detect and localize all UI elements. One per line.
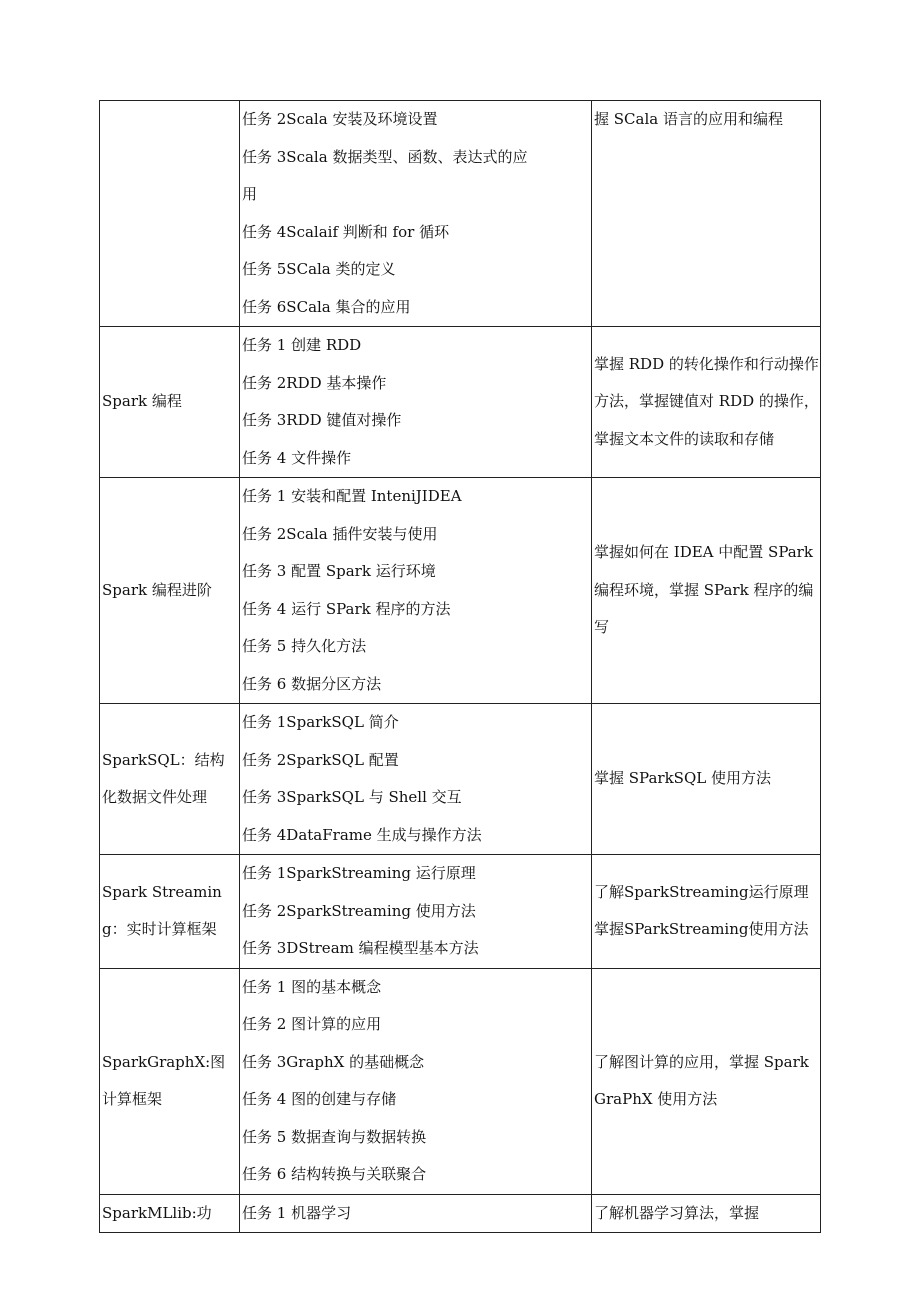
table-row [100, 704, 821, 855]
tasks-cell [240, 968, 592, 1194]
task-item: 任务 1 图的基本概念 [242, 977, 382, 996]
task-item: 任务 6 结构转换与关联聚合 [242, 1165, 427, 1183]
task-item: 任务 1 安装和配置 InteniJIDEA [242, 487, 462, 505]
task-item: 任务 5SCala 类的定义 [242, 260, 396, 278]
goal-cell [592, 478, 821, 704]
task-item: 任务 6SCala 集合的应用 [242, 297, 411, 316]
goal-text: 掌握如何在 IDEA 中配置 SPark 编程环境，掌握 SPark 程序的编写 [594, 543, 814, 637]
tasks-cell [240, 478, 592, 704]
goal-text: 掌握 SParkSQL 使用方法 [594, 769, 771, 788]
goal-cell [592, 855, 821, 969]
task-item: 任务 1SparkSQL 简介 [242, 713, 399, 731]
goal-cell [592, 704, 821, 855]
task-item: 任务 4 文件操作 [242, 448, 352, 467]
module-cell [100, 101, 240, 327]
goal-text: 掌握 RDD 的转化操作和行动操作方法，掌握键值对 RDD 的操作，掌握文本文件的读取和存储 [594, 354, 819, 448]
module-cell: SparkGraphX:图计算框架 [100, 968, 240, 1194]
task-item: 用 [242, 185, 258, 203]
goal-text: 了解SparkStreaming运行原理掌握SParkStreaming使用方法 [594, 882, 809, 939]
goal-cell [592, 1194, 821, 1233]
task-item: 任务 3SparkSQL 与 Shell 交互 [242, 788, 462, 806]
table-row [100, 478, 821, 704]
task-item: 任务 4DataFrame 生成与操作方法 [242, 825, 482, 844]
task-item: 任务 3 配置 Spark 运行环境 [242, 562, 436, 580]
task-item: 任务 2SparkStreaming 使用方法 [242, 901, 476, 920]
task-item: 任务 2Scala 插件安装与使用 [242, 524, 438, 543]
course-table [99, 100, 821, 1233]
table-row [100, 101, 821, 327]
goal-cell [592, 968, 821, 1194]
task-item: 任务 3GraphX 的基础概念 [242, 1052, 425, 1071]
tasks-cell [240, 704, 592, 855]
table-row [100, 968, 821, 1194]
task-item: 任务 1 创建 RDD [242, 336, 362, 354]
table-row [100, 327, 821, 478]
goal-cell [592, 101, 821, 327]
task-item: 任务 1 机器学习 [242, 1203, 352, 1222]
task-item: 任务 3RDD 键值对操作 [242, 411, 402, 429]
module-cell: Spark 编程 [100, 327, 240, 478]
tasks-cell [240, 855, 592, 969]
task-item: 任务 1SparkStreaming 运行原理 [242, 864, 476, 882]
goal-text: 握 SCala 语言的应用和编程 [594, 110, 783, 128]
tasks-cell [240, 101, 592, 327]
module-cell: Spark Streaming：实时计算框架 [100, 855, 240, 969]
goal-text: 了解图计算的应用，掌握 SparkGraPhX 使用方法 [594, 1052, 809, 1108]
goal-text: 了解机器学习算法，掌握 [594, 1203, 760, 1222]
task-item: 任务 4Scalaif 判断和 for 循环 [242, 222, 450, 241]
task-item: 任务 3DStream 编程模型基本方法 [242, 939, 479, 957]
goal-cell [592, 327, 821, 478]
task-item: 任务 2 图计算的应用 [242, 1015, 382, 1033]
table-row [100, 855, 821, 969]
module-cell: Spark 编程进阶 [100, 478, 240, 704]
task-item: 任务 4 图的创建与存储 [242, 1090, 397, 1108]
module-cell: SparkSQL：结构化数据文件处理 [100, 704, 240, 855]
task-item: 任务 5 持久化方法 [242, 637, 367, 655]
tasks-cell [240, 327, 592, 478]
task-item: 任务 6 数据分区方法 [242, 674, 382, 693]
task-item: 任务 2RDD 基本操作 [242, 373, 387, 392]
task-item: 任务 2Scala 安装及环境设置 [242, 110, 438, 128]
task-item: 任务 2SparkSQL 配置 [242, 750, 399, 769]
task-item: 任务 5 数据查询与数据转换 [242, 1127, 427, 1146]
task-item: 任务 3Scala 数据类型、函数、表达式的应 [242, 147, 528, 166]
tasks-cell [240, 1194, 592, 1233]
task-item: 任务 4 运行 SPark 程序的方法 [242, 599, 451, 618]
table-row [100, 1194, 821, 1233]
module-cell: SparkMLlib:功 [100, 1194, 240, 1233]
